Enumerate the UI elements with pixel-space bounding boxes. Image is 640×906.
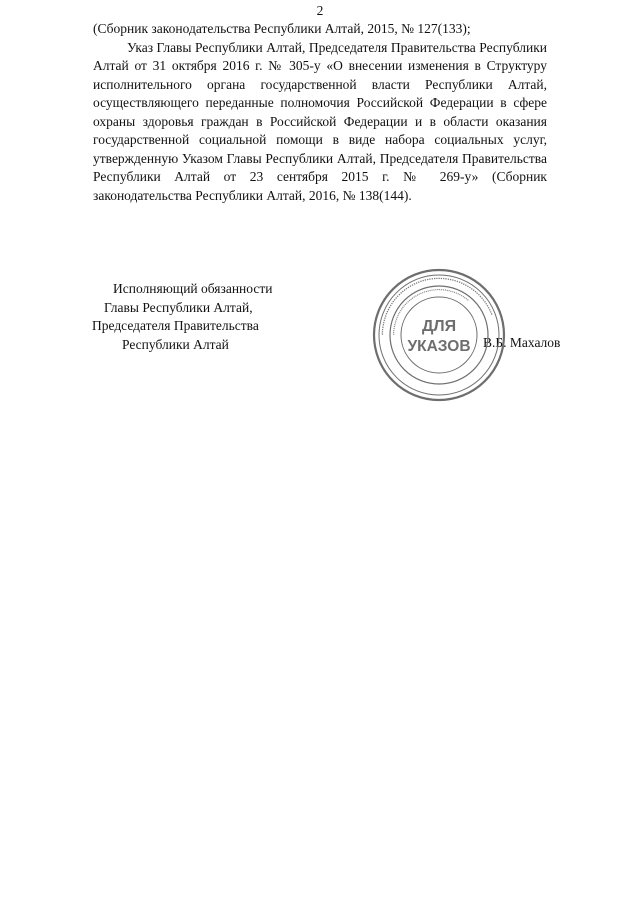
svg-text:▪▪▪▪▪▪▪▪▪▪▪▪▪▪▪▪▪▪▪▪▪▪▪▪▪▪▪▪▪▪: ▪▪▪▪▪▪▪▪▪▪▪▪▪▪▪▪▪▪▪▪▪▪▪▪▪▪▪▪▪▪▪▪▪▪▪▪▪▪▪▪▪▪▪▪▪▪▪▪▪▪▪▪▪▪ — [390, 286, 471, 336]
seal-graphic — [371, 267, 507, 403]
seal-text-line2: УКАЗОВ — [407, 338, 471, 355]
page-number: 2 — [316, 3, 324, 18]
signatory-title-line: Главы Республики Алтай, — [104, 299, 253, 315]
official-seal — [371, 267, 507, 403]
signatory-name: В.Б. Махалов — [483, 335, 561, 350]
signatory-title-line: Республики Алтай — [122, 336, 229, 352]
document-body — [93, 20, 547, 205]
signatory-title-line: Исполняющий обязанности — [113, 281, 273, 296]
seal-text-line1: ДЛЯ — [421, 318, 457, 335]
signatory-title — [86, 280, 296, 354]
svg-text:▪▪▪▪▪▪▪▪▪▪▪▪▪▪▪▪▪▪▪▪▪▪▪▪▪▪▪▪▪▪: ▪▪▪▪▪▪▪▪▪▪▪▪▪▪▪▪▪▪▪▪▪▪▪▪▪▪▪▪▪▪▪▪▪▪▪▪▪▪▪▪▪▪▪▪▪▪▪▪▪▪▪▪▪▪▪▪▪▪▪▪▪▪▪▪▪▪▪▪ — [379, 275, 495, 336]
paragraph-source-citation: (Сборник законодательства Республики Алтай, 2015, № 127(133); — [93, 21, 471, 36]
paragraph-decree-reference: Указ Главы Республики Алтай, Председателя Правительства Республики Алтай от 31 октября 2016 г. № 305-у «О внесении изменения в Структуру исполнительного органа государственной власти Республики Алтай, осуществляющего переданные полномочия Российской Федерации в сфере охраны здоровья граждан в Российской Федерации и в области оказания государственной социальной помощи в виде набора социальных услуг, утвержденную Указом Главы Республики Алтай, Председателя Правительства Республики Алтай от 23 сентября 2015 г. № 269-у» (Сборник законодательства Республики Алтай, 2016, № 138(144). — [93, 39, 547, 203]
signatory-title-line: Председателя Правительства — [92, 318, 259, 333]
